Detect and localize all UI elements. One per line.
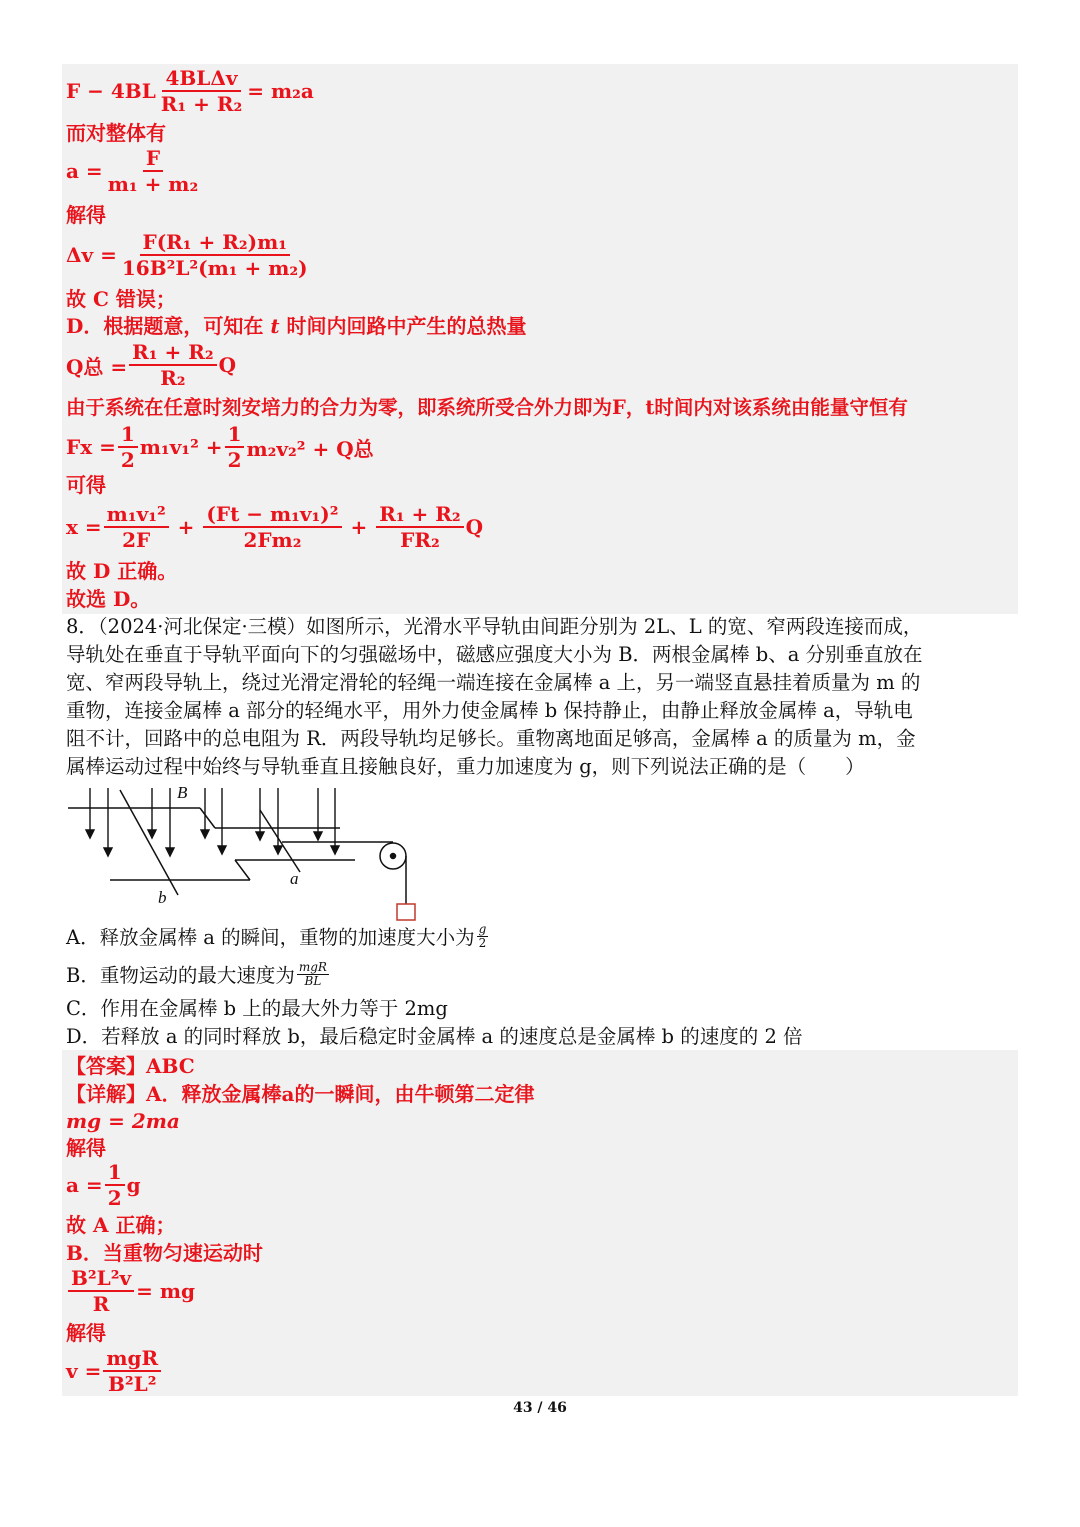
label-a: a bbox=[290, 869, 299, 888]
answer-eq-balance: $\frac{\text{B²L²v}}{R}$ = mg bbox=[66, 1266, 195, 1316]
rail-step-top bbox=[200, 808, 215, 828]
question-line-5: 阻不计，回路中的总电阻为 R．两段导轨均足够长。重物离地面足够高，金属棒 a 的质量为 m，金 bbox=[66, 727, 916, 750]
equation-x: x = $\frac{\text{m₁v₁²}}{2F}$ + $\frac{\text{(Ft − m₁v₁)²}}{\text{2Fm₂}}$ + $\frac{\text{R₁ + R₂}}{\text{FR₂}}$ Q bbox=[66, 502, 484, 552]
field-arrow bbox=[314, 788, 322, 840]
text-d-intro: D．根据题意，可知在 t 时间内回路中产生的总热量 bbox=[66, 314, 527, 338]
question-line-1: 8．（2024·河北保定·三模）如图所示，光滑水平导轨由间距分别为 2L、L 的宽、窄两段连接而成， bbox=[66, 615, 923, 638]
field-arrow bbox=[148, 788, 156, 838]
field-arrow bbox=[86, 788, 94, 838]
field-arrow bbox=[201, 788, 209, 838]
text-solve: 解得 bbox=[66, 203, 106, 227]
answer-eq-newton: mg = 2ma bbox=[66, 1109, 180, 1133]
text-get: 可得 bbox=[66, 473, 106, 497]
text-whole: 而对整体有 bbox=[66, 121, 166, 145]
field-arrow bbox=[166, 788, 174, 856]
equation-accel: a = $\frac{F}{\text{m₁ + m₂}}$ bbox=[66, 146, 199, 196]
question-line-3: 宽、窄两段导轨上，绕过光滑定滑轮的轻绳一端连接在金属棒 a 上，另一端竖直悬挂着质量为 m 的 bbox=[66, 671, 921, 694]
fraction: $\frac{\text{4BLΔv}}{\text{R₁ + R₂}}$ bbox=[160, 66, 243, 116]
text-d-right: 故 D 正确。 bbox=[66, 559, 178, 583]
option-a: A．释放金属棒 a 的瞬间，重物的加速度大小为 $\frac{g}{2}$ bbox=[66, 921, 487, 950]
question-line-6: 属棒运动过程中始终与导轨垂直且接触良好，重力加速度为 g，则下列说法正确的是（ ） bbox=[66, 755, 865, 778]
rail-diagram bbox=[60, 780, 430, 925]
answer-b-intro: B．当重物匀速运动时 bbox=[66, 1241, 263, 1265]
rail-step-bottom bbox=[235, 860, 250, 880]
option-d: D．若释放 a 的同时释放 b，最后稳定时金属棒 a 的速度总是金属棒 b 的速度的 2 倍 bbox=[66, 1025, 803, 1048]
answer-eq-accel: a = $\frac{1}{2}$ g bbox=[66, 1160, 141, 1210]
hanging-weight bbox=[397, 904, 415, 920]
option-b: B．重物运动的最大速度为 $\frac{\text{mgR}}{BL}$ bbox=[66, 959, 327, 988]
answer-detail: 【详解】A．释放金属棒a的一瞬间，由牛顿第二定律 bbox=[66, 1082, 535, 1106]
equation-dv: Δv = $\frac{\text{F(R₁ + R₂)m₁}}{\text{16B²L²(m₁ + m₂)}}$ bbox=[66, 230, 308, 280]
question-line-2: 导轨处在垂直于导轨平面向下的匀强磁场中，磁感应强度大小为 B．两根金属棒 b、a 分别垂直放在 bbox=[66, 643, 923, 666]
text-c-wrong: 故 C 错误； bbox=[66, 287, 176, 311]
option-c: C．作用在金属棒 b 上的最大外力等于 2mg bbox=[66, 997, 448, 1020]
question-line-4: 重物，连接金属棒 a 部分的轻绳水平，用外力使金属棒 b 保持静止，由静止释放金属棒 a，导轨电 bbox=[66, 699, 913, 722]
answer-solve-2: 解得 bbox=[66, 1321, 106, 1345]
field-arrow bbox=[274, 788, 282, 854]
answer-a-right: 故 A 正确； bbox=[66, 1213, 176, 1237]
page-number: 43 / 46 bbox=[513, 1400, 567, 1416]
answer-solve-1: 解得 bbox=[66, 1136, 106, 1160]
label-b: b bbox=[158, 888, 167, 907]
answer-label: 【答案】ABC bbox=[66, 1054, 195, 1078]
field-arrow bbox=[104, 788, 112, 856]
text-choose-d: 故选 D。 bbox=[66, 587, 151, 611]
equation-heat: Q总 = $\frac{\text{R₁ + R₂}}{\text{R₂}}$ Q bbox=[66, 340, 237, 390]
rod-a bbox=[260, 810, 300, 872]
equation-force: F − 4BL $\frac{\text{4BLΔv}}{\text{R₁ + R₂}}$ = m₂a bbox=[66, 66, 314, 116]
text-energy: 由于系统在任意时刻安培力的合力为零，即系统所受合外力即为F，t时间内对该系统由能量守恒有 bbox=[66, 396, 908, 419]
field-arrow bbox=[218, 788, 226, 854]
label-B: B bbox=[177, 783, 188, 802]
equation-energy: Fx = $\frac{1}{2}$ m₁v₁² + $\frac{1}{2}$ m₂v₂² + Q总 bbox=[66, 422, 374, 472]
answer-eq-velocity: v = $\frac{\text{mgR}}{\text{B²L²}}$ bbox=[66, 1346, 163, 1396]
field-arrow bbox=[331, 788, 339, 854]
